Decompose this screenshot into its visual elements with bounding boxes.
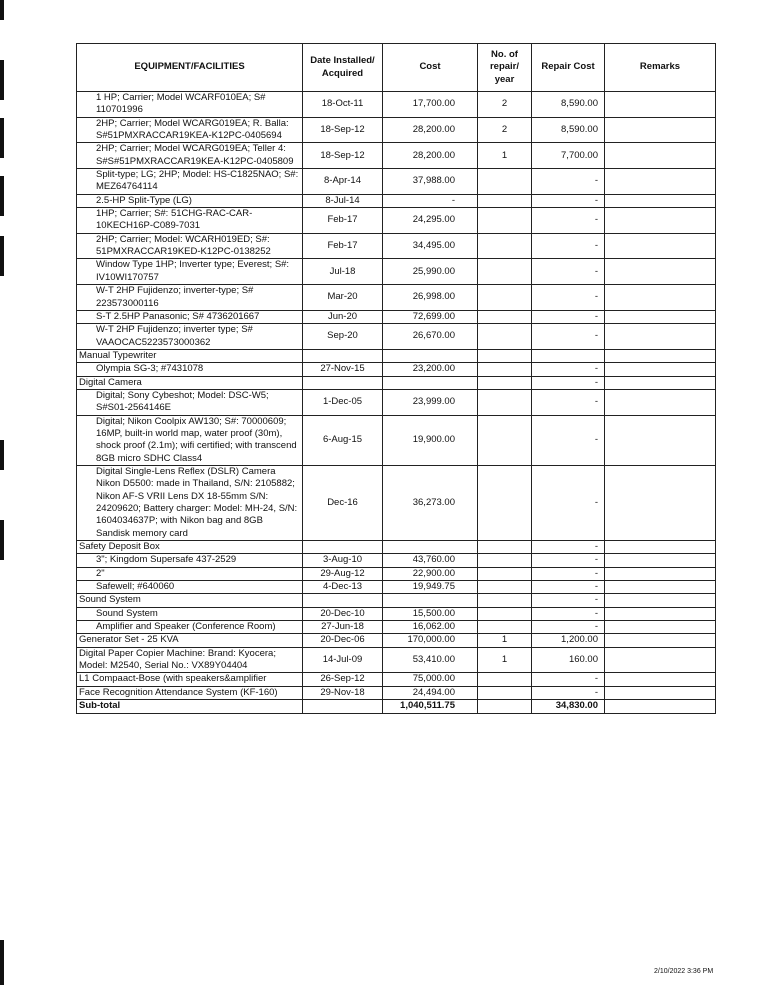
cell-repairs — [478, 285, 532, 311]
table-row — [77, 259, 716, 285]
header-repairs: No. of repair/ year — [478, 44, 532, 92]
table-row — [77, 233, 716, 259]
cell-remarks — [605, 607, 716, 620]
cell-empty — [303, 700, 383, 713]
cell-item: Digital Paper Copier Machine: Brand: Kyocera; Model: M2540, Serial No.: VX89Y04404 — [77, 647, 303, 673]
cell-repairs — [478, 169, 532, 195]
cell-cost: 16,062.00 — [383, 621, 478, 634]
cell-remarks — [605, 208, 716, 234]
cell-date — [303, 349, 383, 362]
table-row — [77, 208, 716, 234]
cell-item: Sound System — [77, 594, 303, 607]
cell-remarks — [605, 285, 716, 311]
cell-date: 6-Aug-15 — [303, 415, 383, 465]
cell-cost: 75,000.00 — [383, 673, 478, 686]
table-row — [77, 169, 716, 195]
cell-item: W-T 2HP Fujidenzo; inverter-type; S# 223573000116 — [77, 285, 303, 311]
cell-repairs — [478, 581, 532, 594]
cell-repair-cost: 7,700.00 — [532, 143, 605, 169]
cell-cost: 36,273.00 — [383, 465, 478, 540]
cell-item: 2" — [77, 567, 303, 580]
header-equipment: EQUIPMENT/FACILITIES — [77, 44, 303, 92]
cell-date: 4-Dec-13 — [303, 581, 383, 594]
scan-edge — [0, 0, 4, 20]
cell-date: 18-Sep-12 — [303, 143, 383, 169]
cell-remarks — [605, 673, 716, 686]
cell-item: 2HP; Carrier; Model WCARG019EA; Teller 4: S#S#51PMXRACCAR19KEA-K12PC-0405809 — [77, 143, 303, 169]
cell-date: 29-Nov-18 — [303, 686, 383, 699]
cell-repair-cost: - — [532, 285, 605, 311]
cell-repair-cost: - — [532, 581, 605, 594]
cell-repairs — [478, 554, 532, 567]
cell-date: 20-Dec-10 — [303, 607, 383, 620]
cell-remarks — [605, 310, 716, 323]
cell-cost: 15,500.00 — [383, 607, 478, 620]
cell-date: 26-Sep-12 — [303, 673, 383, 686]
table-row — [77, 621, 716, 634]
cell-cost — [383, 594, 478, 607]
header-date: Date Installed/ Acquired — [303, 44, 383, 92]
cell-item: Face Recognition Attendance System (KF-160) — [77, 686, 303, 699]
cell-remarks — [605, 259, 716, 285]
cell-date — [303, 541, 383, 554]
cell-remarks — [605, 233, 716, 259]
subtotal-cost: 1,040,511.75 — [383, 700, 478, 713]
table-row — [77, 92, 716, 118]
cell-repair-cost: - — [532, 554, 605, 567]
cell-item: S-T 2.5HP Panasonic; S# 4736201667 — [77, 310, 303, 323]
print-timestamp: 2/10/2022 3:36 PM — [654, 968, 714, 975]
cell-cost: 24,295.00 — [383, 208, 478, 234]
cell-remarks — [605, 634, 716, 647]
cell-repair-cost: - — [532, 594, 605, 607]
cell-repair-cost: - — [532, 607, 605, 620]
cell-repairs — [478, 208, 532, 234]
cell-empty — [605, 700, 716, 713]
cell-item: 1HP; Carrier; S#: 51CHG-RAC-CAR-10KECH16P-C089-7031 — [77, 208, 303, 234]
table-row — [77, 541, 716, 554]
cell-cost: 72,699.00 — [383, 310, 478, 323]
cell-repair-cost — [532, 349, 605, 362]
cell-date: 18-Oct-11 — [303, 92, 383, 118]
cell-repairs — [478, 194, 532, 207]
cell-repairs — [478, 389, 532, 415]
scan-edge — [0, 236, 4, 276]
cell-repairs — [478, 415, 532, 465]
cell-repair-cost: - — [532, 465, 605, 540]
cell-cost: 19,900.00 — [383, 415, 478, 465]
subtotal-label: Sub-total — [77, 700, 303, 713]
cell-item: 3"; Kingdom Supersafe 437-2529 — [77, 554, 303, 567]
cell-repairs — [478, 465, 532, 540]
cell-remarks — [605, 376, 716, 389]
cell-remarks — [605, 567, 716, 580]
cell-remarks — [605, 415, 716, 465]
cell-repairs — [478, 541, 532, 554]
cell-date: Dec-16 — [303, 465, 383, 540]
cell-date: Sep-20 — [303, 324, 383, 350]
cell-repairs — [478, 363, 532, 376]
cell-date: Feb-17 — [303, 233, 383, 259]
cell-item: Digital; Nikon Coolpix AW130; S#: 70000609; 16MP, built-in world map, water proof (30m), shock proof (2.1m); wifi certified; with transcend 8GB micro SDHC Class4 — [77, 415, 303, 465]
cell-item: 2.5-HP Split-Type (LG) — [77, 194, 303, 207]
scan-edge — [0, 176, 4, 216]
cell-repairs: 2 — [478, 117, 532, 143]
table-row — [77, 143, 716, 169]
cell-cost: 23,999.00 — [383, 389, 478, 415]
cell-repairs: 1 — [478, 647, 532, 673]
cell-cost: 43,760.00 — [383, 554, 478, 567]
cell-remarks — [605, 143, 716, 169]
cell-repair-cost: - — [532, 363, 605, 376]
cell-repairs — [478, 673, 532, 686]
cell-date: Mar-20 — [303, 285, 383, 311]
cell-item: Digital; Sony Cybeshot; Model: DSC-W5; S#S01-2564146E — [77, 389, 303, 415]
cell-repairs — [478, 349, 532, 362]
cell-cost: 24,494.00 — [383, 686, 478, 699]
cell-cost: 19,949.75 — [383, 581, 478, 594]
cell-remarks — [605, 194, 716, 207]
cell-remarks — [605, 541, 716, 554]
cell-item: W-T 2HP Fujidenzo; inverter type; S# VAAOCAC5223573000362 — [77, 324, 303, 350]
subtotal-repair-cost: 34,830.00 — [532, 700, 605, 713]
cell-item: Amplifier and Speaker (Conference Room) — [77, 621, 303, 634]
scan-edge — [0, 440, 4, 470]
cell-item: 2HP; Carrier; Model: WCARH019ED; S#: 51PMXRACCAR19KED-K12PC-0138252 — [77, 233, 303, 259]
cell-repair-cost: 1,200.00 — [532, 634, 605, 647]
subtotal-row — [77, 700, 716, 713]
cell-cost: 28,200.00 — [383, 143, 478, 169]
cell-remarks — [605, 349, 716, 362]
header-row — [77, 44, 716, 92]
table-row — [77, 117, 716, 143]
cell-repair-cost: - — [532, 686, 605, 699]
cell-remarks — [605, 465, 716, 540]
cell-repair-cost: - — [532, 567, 605, 580]
cell-remarks — [605, 92, 716, 118]
cell-date: 8-Apr-14 — [303, 169, 383, 195]
cell-repairs — [478, 621, 532, 634]
cell-repair-cost: - — [532, 194, 605, 207]
cell-repairs — [478, 259, 532, 285]
cell-repairs: 2 — [478, 92, 532, 118]
cell-remarks — [605, 117, 716, 143]
cell-cost — [383, 541, 478, 554]
cell-date: 14-Jul-09 — [303, 647, 383, 673]
table-row — [77, 415, 716, 465]
cell-remarks — [605, 647, 716, 673]
cell-repairs — [478, 607, 532, 620]
table-row — [77, 607, 716, 620]
cell-item: L1 Compaact-Bose (with speakers&amplifier — [77, 673, 303, 686]
cell-date: 27-Nov-15 — [303, 363, 383, 376]
cell-repair-cost: - — [532, 415, 605, 465]
cell-repairs — [478, 686, 532, 699]
cell-item: Manual Typewriter — [77, 349, 303, 362]
cell-repair-cost: - — [532, 541, 605, 554]
cell-remarks — [605, 363, 716, 376]
cell-date: 20-Dec-06 — [303, 634, 383, 647]
cell-repairs — [478, 567, 532, 580]
table-row — [77, 634, 716, 647]
cell-item: 2HP; Carrier; Model WCARG019EA; R. Balla: S#51PMXRACCAR19KEA-K12PC-0405694 — [77, 117, 303, 143]
cell-cost: 25,990.00 — [383, 259, 478, 285]
cell-date: Feb-17 — [303, 208, 383, 234]
cell-repair-cost: 160.00 — [532, 647, 605, 673]
cell-cost: 23,200.00 — [383, 363, 478, 376]
cell-repair-cost: - — [532, 621, 605, 634]
table-row — [77, 194, 716, 207]
cell-cost: 22,900.00 — [383, 567, 478, 580]
table-row — [77, 647, 716, 673]
cell-repairs — [478, 233, 532, 259]
cell-date: 18-Sep-12 — [303, 117, 383, 143]
table-row — [77, 376, 716, 389]
cell-cost: 37,988.00 — [383, 169, 478, 195]
cell-remarks — [605, 621, 716, 634]
scan-edge — [0, 940, 4, 985]
cell-repair-cost: 8,590.00 — [532, 92, 605, 118]
cell-item: Window Type 1HP; Inverter type; Everest; S#: IV10WI170757 — [77, 259, 303, 285]
cell-item: Split-type; LG; 2HP; Model: HS-C1825NAO; S#: MEZ64764114 — [77, 169, 303, 195]
table-row — [77, 349, 716, 362]
table-row — [77, 567, 716, 580]
cell-remarks — [605, 324, 716, 350]
cell-date: 1-Dec-05 — [303, 389, 383, 415]
cell-item: 1 HP; Carrier; Model WCARF010EA; S# 110701996 — [77, 92, 303, 118]
cell-remarks — [605, 581, 716, 594]
cell-repairs — [478, 310, 532, 323]
cell-date: 27-Jun-18 — [303, 621, 383, 634]
table-row — [77, 673, 716, 686]
cell-repairs — [478, 594, 532, 607]
cell-repair-cost: - — [532, 376, 605, 389]
cell-remarks — [605, 554, 716, 567]
cell-remarks — [605, 686, 716, 699]
table-row — [77, 389, 716, 415]
cell-date: Jun-20 — [303, 310, 383, 323]
header-remarks: Remarks — [605, 44, 716, 92]
cell-cost — [383, 376, 478, 389]
cell-cost: 53,410.00 — [383, 647, 478, 673]
cell-item: Sound System — [77, 607, 303, 620]
cell-cost: 26,998.00 — [383, 285, 478, 311]
table-row — [77, 363, 716, 376]
cell-cost: 26,670.00 — [383, 324, 478, 350]
cell-repairs — [478, 376, 532, 389]
cell-date: Jul-18 — [303, 259, 383, 285]
cell-repair-cost: - — [532, 673, 605, 686]
table-row — [77, 324, 716, 350]
cell-item: Safety Deposit Box — [77, 541, 303, 554]
cell-item: Digital Camera — [77, 376, 303, 389]
cell-date — [303, 376, 383, 389]
equipment-table — [76, 43, 716, 714]
cell-empty — [478, 700, 532, 713]
header-cost: Cost — [383, 44, 478, 92]
cell-repair-cost: - — [532, 169, 605, 195]
scan-edge — [0, 520, 4, 560]
scan-edge — [0, 118, 4, 158]
cell-repair-cost: - — [532, 324, 605, 350]
cell-date: 8-Jul-14 — [303, 194, 383, 207]
cell-repairs: 1 — [478, 634, 532, 647]
cell-repair-cost: - — [532, 310, 605, 323]
table-row — [77, 686, 716, 699]
scan-edge — [0, 60, 4, 100]
cell-repair-cost: - — [532, 233, 605, 259]
header-repair-cost: Repair Cost — [532, 44, 605, 92]
cell-cost: 34,495.00 — [383, 233, 478, 259]
cell-cost — [383, 349, 478, 362]
cell-repair-cost: - — [532, 259, 605, 285]
cell-repair-cost: 8,590.00 — [532, 117, 605, 143]
cell-date: 29-Aug-12 — [303, 567, 383, 580]
cell-remarks — [605, 389, 716, 415]
table-row — [77, 465, 716, 540]
cell-repairs — [478, 324, 532, 350]
cell-item: Digital Single-Lens Reflex (DSLR) Camera Nikon D5500: made in Thailand, S/N: 2105882; Nikon AF-S VRII Lens DX 18-55mm S/N: 24209620; Battery charger: Model: MH-24, S/N: 1604034637P; with Nikon bag and 8GB Sandisk memory card — [77, 465, 303, 540]
cell-item: Safewell; #640060 — [77, 581, 303, 594]
cell-item: Generator Set - 25 KVA — [77, 634, 303, 647]
cell-item: Olympia SG-3; #7431078 — [77, 363, 303, 376]
cell-cost: 28,200.00 — [383, 117, 478, 143]
cell-repair-cost: - — [532, 389, 605, 415]
cell-repair-cost: - — [532, 208, 605, 234]
table-row — [77, 554, 716, 567]
cell-date: 3-Aug-10 — [303, 554, 383, 567]
cell-repairs: 1 — [478, 143, 532, 169]
cell-cost: 17,700.00 — [383, 92, 478, 118]
cell-remarks — [605, 594, 716, 607]
cell-cost: - — [383, 194, 478, 207]
table-row — [77, 594, 716, 607]
cell-cost: 170,000.00 — [383, 634, 478, 647]
table-row — [77, 310, 716, 323]
table-row — [77, 285, 716, 311]
cell-remarks — [605, 169, 716, 195]
table-row — [77, 581, 716, 594]
cell-date — [303, 594, 383, 607]
